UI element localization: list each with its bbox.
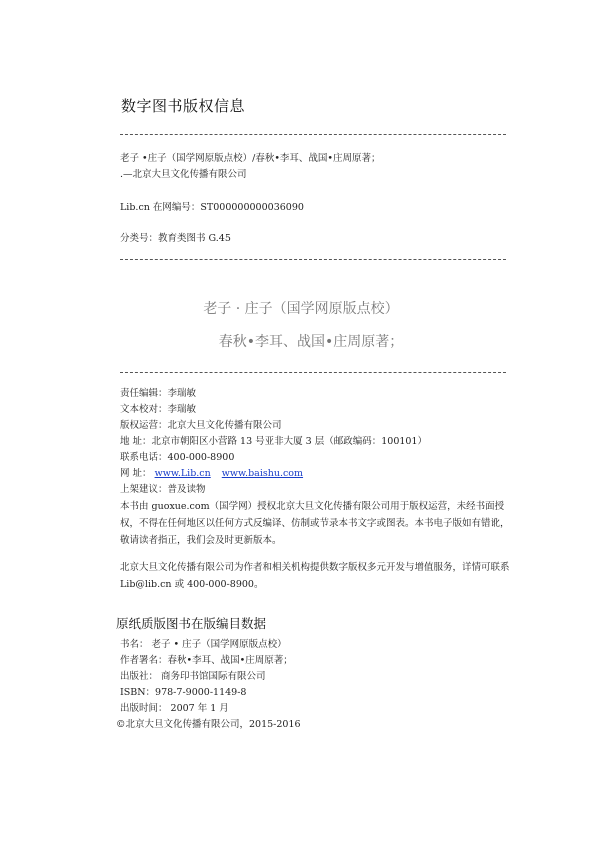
address: 地 址：北京市朝阳区小营路 13 号亚非大厦 3 层（邮政编码：100101） xyxy=(120,436,427,447)
print-author: 作者署名：春秋•李耳、战国•庄周原著； xyxy=(120,655,293,666)
service-paragraph: 北京大旦文化传播有限公司为作者和相关机构提供数字版权多元开发与增值服务，详情可联系 Lib@lib.cn 或 400-000-8900。 xyxy=(120,562,510,590)
license-paragraph: 本书由 guoxue.com（国学网）授权北京大旦文化传播有限公司用于版权运营，未经书面授权，不得在任何地区以任何方式反编译、仿制或节录本书文字或图表。本书电子版如有错讹，敬请读者指正，我们会及时更新版本。 xyxy=(120,501,510,546)
print-copyright: ©北京大旦文化传播有限公司，2015-2016 xyxy=(116,719,301,730)
catalog-line-1: 老子 •庄子（国学网原版点校）/春秋•李耳、战国•庄周原著； xyxy=(120,153,381,164)
copyright-operator: 版权运营：北京大旦文化传播有限公司 xyxy=(120,420,282,431)
editor: 责任编辑：李瑞敏 xyxy=(120,388,197,399)
classification: 分类号：教育类图书 G.45 xyxy=(120,233,231,244)
phone: 联系电话：400-000-8900 xyxy=(120,452,235,463)
book-authors: 春秋•李耳、战国•庄周原著； xyxy=(218,334,404,350)
website-link-baishu[interactable]: www.baishu.com xyxy=(221,468,304,479)
book-title: 老子 · 庄子（国学网原版点校） xyxy=(203,301,399,317)
divider xyxy=(120,372,506,373)
print-publisher: 出版社： 商务印书馆国际有限公司 xyxy=(120,671,266,682)
website-label: 网 址： xyxy=(120,468,152,479)
shelf-suggestion: 上架建议：普及读物 xyxy=(120,484,206,495)
online-id: Lib.cn 在网编号：ST000000000036090 xyxy=(120,202,304,213)
digital-copyright-heading: 数字图书版权信息 xyxy=(121,97,246,115)
website-link-lib[interactable]: www.Lib.cn xyxy=(154,468,211,479)
website xyxy=(120,466,303,482)
print-catalog-heading: 原纸质版图书在版编目数据 xyxy=(116,616,267,631)
catalog-line-2: .—北京大旦文化传播有限公司 xyxy=(120,169,247,180)
proofreader: 文本校对：李瑞敏 xyxy=(120,404,197,415)
divider xyxy=(120,259,506,260)
print-isbn: ISBN：978-7-9000-1149-8 xyxy=(120,687,247,698)
divider xyxy=(120,134,506,135)
print-date: 出版时间： 2007 年 1 月 xyxy=(120,703,229,714)
print-book-title: 书名： 老子 • 庄子（国学网原版点校） xyxy=(120,639,287,650)
